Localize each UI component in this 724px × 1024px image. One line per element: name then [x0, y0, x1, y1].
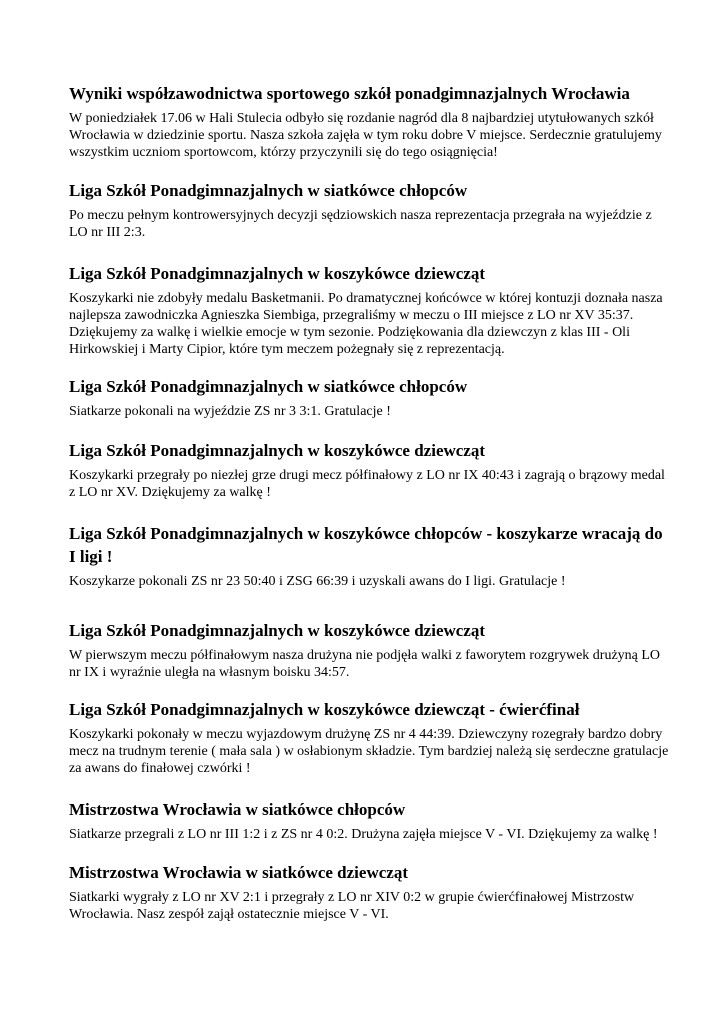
- section-body: Siatkarze pokonali na wyjeździe ZS nr 3 3:1. Gratulacje !: [69, 404, 391, 419]
- news-section-basketball-girls: [69, 619, 669, 681]
- section-heading: Liga Szkół Ponadgimnazjalnych w siatkówce chłopców: [69, 377, 468, 396]
- section-body: Siatkarki wygrały z LO nr XV 2:1 i przegrały z LO nr XIV 0:2 w grupie ćwierćfinałowej Mistrzostw Wrocławia. Nasz zespół zajął ostatecznie miejsce V - VI.: [69, 890, 635, 922]
- news-section-basketball-girls: [69, 262, 669, 358]
- news-section-championship-girls: [69, 861, 669, 923]
- section-heading: Mistrzostwa Wrocławia w siatkówce dziewcząt: [69, 863, 408, 882]
- news-section-basketball-girls: [69, 439, 669, 501]
- news-section-results: [69, 82, 669, 161]
- section-body: Koszykarze pokonali ZS nr 23 50:40 i ZSG 66:39 i uzyskali awans do I ligi. Gratulacje !: [69, 574, 566, 589]
- section-heading: Liga Szkół Ponadgimnazjalnych w koszykówce dziewcząt: [69, 264, 486, 283]
- section-body: W poniedziałek 17.06 w Hali Stulecia odbyło się rozdanie nagród dla 8 najbardziej utytułowanych szkół Wrocławia w dziedzinie sportu. Nasza szkoła zajęła w tym roku dobre V miejsce. Serdecznie gratulujemy wszystkim uczniom sportowcom, którzy przyczynili się do tego osiągnięcia!: [69, 111, 662, 160]
- news-section-championship-boys: [69, 798, 669, 843]
- section-heading: Liga Szkół Ponadgimnazjalnych w koszykówce dziewcząt: [69, 441, 486, 460]
- news-section-volleyball-boys: [69, 179, 669, 241]
- section-body: W pierwszym meczu półfinałowym nasza drużyna nie podjęła walki z faworytem rozgrywek drużyną LO nr IX i wyraźnie uległa na własnym boisku 34:57.: [69, 648, 661, 680]
- section-body: Siatkarze przegrali z LO nr III 1:2 i z ZS nr 4 0:2. Drużyna zajęła miejsce V - VI. Dziękujemy za walkę !: [69, 827, 658, 842]
- section-heading: Liga Szkół Ponadgimnazjalnych w siatkówce chłopców: [69, 181, 468, 200]
- section-heading: Mistrzostwa Wrocławia w siatkówce chłopców: [69, 800, 406, 819]
- section-heading: Liga Szkół Ponadgimnazjalnych w koszykówce dziewcząt: [69, 621, 486, 640]
- section-body: Po meczu pełnym kontrowersyjnych decyzji sędziowskich nasza reprezentacja przegrała na wyjeździe z LO nr III 2:3.: [69, 208, 652, 240]
- document-page: [69, 82, 669, 923]
- section-body: Koszykarki pokonały w meczu wyjazdowym drużynę ZS nr 4 44:39. Dziewczyny rozegrały bardzo dobry mecz na trudnym terenie ( mała sala ) w osłabionym składzie. Tym bardziej należą się serdeczne gratulacje za awans do finałowej czwórki !: [69, 727, 669, 776]
- section-heading: Wyniki współzawodnictwa sportowego szkół ponadgimnazjalnych Wrocławia: [69, 84, 630, 103]
- section-heading: Liga Szkół Ponadgimnazjalnych w koszykówce chłopców - koszykarze wracają do I ligi !: [69, 524, 663, 566]
- news-section-basketball-girls-quarterfinal: [69, 698, 669, 777]
- section-body: Koszykarki nie zdobyły medalu Basketmanii. Po dramatycznej końcówce w której kontuzji doznała nasza najlepsza zawodniczka Agnieszka Siembiga, przegraliśmy w meczu o III miejsce z LO nr XV 35:37. Dziękujemy za walkę i wielkie emocje w tym sezonie. Podziękowania dla dziewczyn z klas III - Oli Hirkowskiej i Marty Cipior, które tym meczem pożegnały się z reprezentacją.: [69, 291, 663, 357]
- section-body: Koszykarki przegrały po niezłej grze drugi mecz półfinałowy z LO nr IX 40:43 i zagrają o brązowy medal z LO nr XV. Dziękujemy za walkę !: [69, 468, 665, 500]
- news-section-basketball-boys: [69, 522, 669, 590]
- section-heading: Liga Szkół Ponadgimnazjalnych w koszykówce dziewcząt - ćwierćfinał: [69, 700, 580, 719]
- news-section-volleyball-boys: [69, 375, 669, 420]
